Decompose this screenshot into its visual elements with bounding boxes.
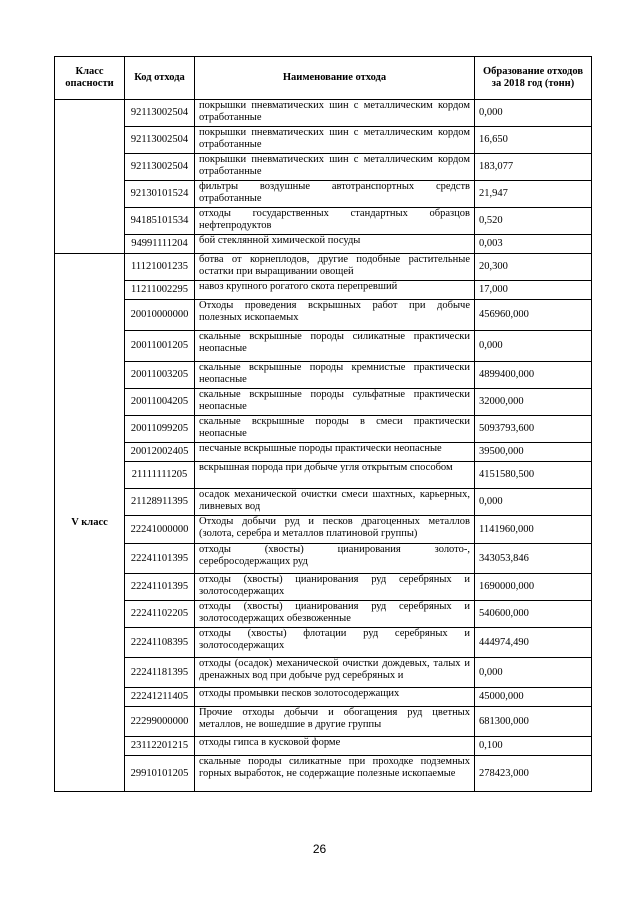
- waste-code-cell: 22241102205: [125, 601, 195, 628]
- table-row: [55, 208, 592, 235]
- table-row: [55, 707, 592, 737]
- table-row: [55, 281, 592, 300]
- waste-name-cell: скальные породы силикатные при проходке подземных горных выработок, не содержащие полезные ископаемые: [195, 756, 475, 792]
- waste-name-cell: отходы (хвосты) цианирования руд серебряных и золотосодержащих: [195, 574, 475, 601]
- waste-amount-cell: 0,000: [475, 100, 592, 127]
- waste-code-cell: 22241101395: [125, 574, 195, 601]
- waste-amount-cell: 183,077: [475, 154, 592, 181]
- waste-name-cell: скальные вскрышные породы кремнистые практически неопасные: [195, 362, 475, 389]
- table-row: [55, 235, 592, 254]
- waste-code-cell: 11211002295: [125, 281, 195, 300]
- table-row: [55, 658, 592, 688]
- waste-name-cell: покрышки пневматических шин с металлическим кордом отработанные: [195, 127, 475, 154]
- table-row: [55, 254, 592, 281]
- waste-name-cell: ботва от корнеплодов, другие подобные растительные остатки при выращивании овощей: [195, 254, 475, 281]
- waste-code-cell: 22241181395: [125, 658, 195, 688]
- table-row: [55, 362, 592, 389]
- table-row: [55, 601, 592, 628]
- waste-code-cell: 22241108395: [125, 628, 195, 658]
- table-row: [55, 100, 592, 127]
- table-row: [55, 489, 592, 516]
- waste-code-cell: 94991111204: [125, 235, 195, 254]
- waste-code-cell: 22241101395: [125, 544, 195, 574]
- waste-code-cell: 92113002504: [125, 100, 195, 127]
- waste-code-cell: 22241211405: [125, 688, 195, 707]
- waste-name-cell: скальные вскрышные породы сульфатные практически неопасные: [195, 389, 475, 416]
- waste-name-cell: отходы государственных стандартных образцов нефтепродуктов: [195, 208, 475, 235]
- waste-name-cell: Прочие отходы добычи и обогащения руд цветных металлов, не вошедшие в другие группы: [195, 707, 475, 737]
- waste-name-cell: отходы (хвосты) флотации руд серебряных и золотосодержащих: [195, 628, 475, 658]
- waste-amount-cell: 278423,000: [475, 756, 592, 792]
- waste-amount-cell: 4899400,000: [475, 362, 592, 389]
- waste-amount-cell: 0,000: [475, 489, 592, 516]
- waste-name-cell: бой стеклянной химической посуды: [195, 235, 475, 254]
- waste-name-cell: скальные вскрышные породы силикатные практически неопасные: [195, 331, 475, 362]
- waste-code-cell: 11121001235: [125, 254, 195, 281]
- waste-name-cell: покрышки пневматических шин с металлическим кордом отработанные: [195, 154, 475, 181]
- waste-code-cell: 94185101534: [125, 208, 195, 235]
- waste-amount-cell: 444974,490: [475, 628, 592, 658]
- table-row: [55, 516, 592, 544]
- table-row: [55, 331, 592, 362]
- table-row: [55, 688, 592, 707]
- waste-amount-cell: 39500,000: [475, 443, 592, 462]
- waste-name-cell: скальные вскрышные породы в смеси практически неопасные: [195, 416, 475, 443]
- waste-amount-cell: 1141960,000: [475, 516, 592, 544]
- table-row: [55, 574, 592, 601]
- waste-code-cell: 92113002504: [125, 127, 195, 154]
- table-row: [55, 628, 592, 658]
- waste-amount-cell: 21,947: [475, 181, 592, 208]
- header-hazard-class: Класс опасности: [55, 57, 125, 100]
- waste-amount-cell: 4151580,500: [475, 462, 592, 489]
- waste-name-cell: отходы (осадок) механической очистки дождевых, талых и дренажных вод при добыче руд серебряных и: [195, 658, 475, 688]
- waste-code-cell: 20011001205: [125, 331, 195, 362]
- waste-code-cell: 92113002504: [125, 154, 195, 181]
- waste-amount-cell: 0,520: [475, 208, 592, 235]
- waste-table: [54, 56, 592, 792]
- waste-amount-cell: 16,650: [475, 127, 592, 154]
- waste-amount-cell: 456960,000: [475, 300, 592, 331]
- table-row: [55, 389, 592, 416]
- table-row: [55, 737, 592, 756]
- waste-code-cell: 29910101205: [125, 756, 195, 792]
- table-row: [55, 443, 592, 462]
- waste-name-cell: Отходы добычи руд и песков драгоценных металлов (золота, серебра и металлов платиновой группы): [195, 516, 475, 544]
- waste-amount-cell: 17,000: [475, 281, 592, 300]
- waste-amount-cell: 5093793,600: [475, 416, 592, 443]
- waste-amount-cell: 32000,000: [475, 389, 592, 416]
- waste-amount-cell: 0,000: [475, 658, 592, 688]
- waste-name-cell: песчаные вскрышные породы практически неопасные: [195, 443, 475, 462]
- table-row: [55, 462, 592, 489]
- table-row: [55, 127, 592, 154]
- waste-code-cell: 92130101524: [125, 181, 195, 208]
- waste-name-cell: Отходы проведения вскрышных работ при добыче полезных ископаемых: [195, 300, 475, 331]
- waste-name-cell: отходы гипса в кусковой форме: [195, 737, 475, 756]
- table-row: [55, 544, 592, 574]
- table-row: [55, 300, 592, 331]
- waste-amount-cell: 343053,846: [475, 544, 592, 574]
- waste-code-cell: 21128911395: [125, 489, 195, 516]
- waste-name-cell: покрышки пневматических шин с металлическим кордом отработанные: [195, 100, 475, 127]
- waste-code-cell: 23112201215: [125, 737, 195, 756]
- table-row: [55, 154, 592, 181]
- table-row: [55, 416, 592, 443]
- waste-amount-cell: 0,003: [475, 235, 592, 254]
- table-row: [55, 756, 592, 792]
- waste-code-cell: 22241000000: [125, 516, 195, 544]
- hazard-class-cell: V класс: [55, 254, 125, 792]
- waste-name-cell: отходы промывки песков золотосодержащих: [195, 688, 475, 707]
- waste-amount-cell: 0,000: [475, 331, 592, 362]
- waste-amount-cell: 45000,000: [475, 688, 592, 707]
- waste-code-cell: 21111111205: [125, 462, 195, 489]
- waste-amount-cell: 0,100: [475, 737, 592, 756]
- page-number: 26: [312, 842, 327, 856]
- header-waste-code: Код отхода: [125, 57, 195, 100]
- header-waste-amount: Образование отходов за 2018 год (тонн): [475, 57, 592, 100]
- waste-name-cell: вскрышная порода при добыче угля открытым способом: [195, 462, 475, 489]
- waste-name-cell: навоз крупного рогатого скота перепревший: [195, 281, 475, 300]
- waste-amount-cell: 681300,000: [475, 707, 592, 737]
- hazard-class-cell: [55, 100, 125, 254]
- waste-code-cell: 20011003205: [125, 362, 195, 389]
- waste-code-cell: 20011004205: [125, 389, 195, 416]
- waste-name-cell: осадок механической очистки смеси шахтных, карьерных, ливневых вод: [195, 489, 475, 516]
- waste-amount-cell: 540600,000: [475, 601, 592, 628]
- waste-name-cell: отходы (хвосты) цианирования золото-, серебросодержащих руд: [195, 544, 475, 574]
- waste-code-cell: 20010000000: [125, 300, 195, 331]
- waste-amount-cell: 1690000,000: [475, 574, 592, 601]
- table-header-row: [55, 57, 592, 100]
- waste-code-cell: 22299000000: [125, 707, 195, 737]
- waste-name-cell: фильтры воздушные автотранспортных средств отработанные: [195, 181, 475, 208]
- waste-name-cell: отходы (хвосты) цианирования руд серебряных и золотосодержащих обезвоженные: [195, 601, 475, 628]
- waste-code-cell: 20011099205: [125, 416, 195, 443]
- table-row: [55, 181, 592, 208]
- waste-code-cell: 20012002405: [125, 443, 195, 462]
- waste-amount-cell: 20,300: [475, 254, 592, 281]
- header-waste-name: Наименование отхода: [195, 57, 475, 100]
